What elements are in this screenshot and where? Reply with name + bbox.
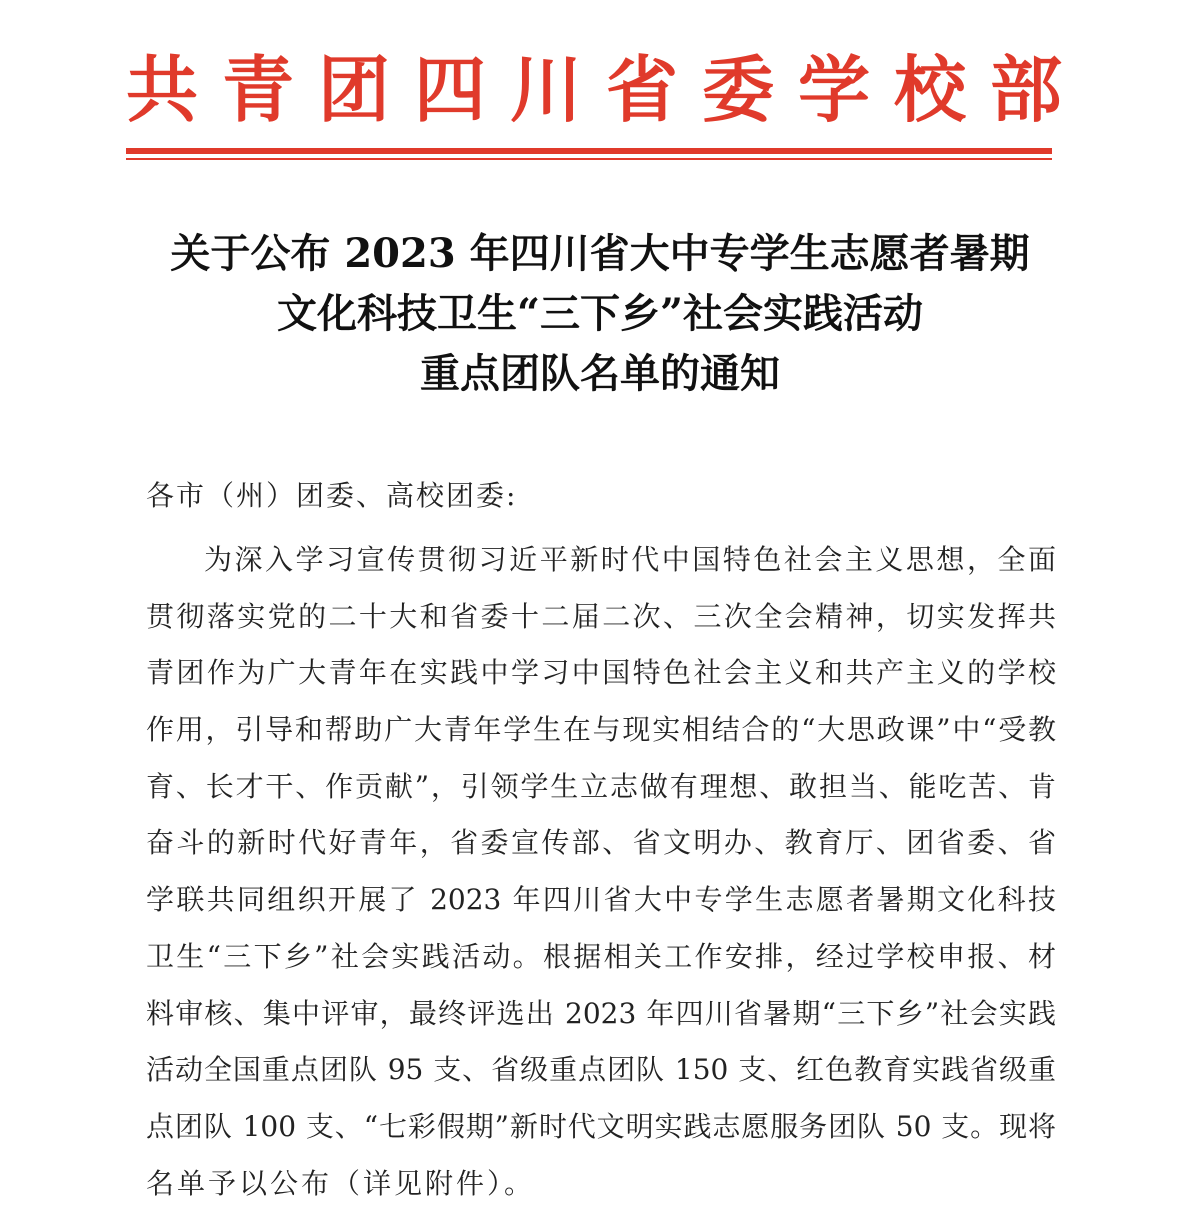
salutation: 各市（州）团委、高校团委:: [146, 479, 518, 512]
body-line: 贯彻落实党的二十大和省委十二届二次、三次全会精神，切实发挥共: [146, 599, 1056, 633]
body-line: 青团作为广大青年在实践中学习中国特色社会主义和共产主义的学校: [146, 656, 1056, 690]
letterhead-divider-thick: [126, 148, 1052, 154]
body-line: 为深入学习宣传贯彻习近平新时代中国特色社会主义思想，全面: [204, 543, 1056, 576]
body-paragraph: [146, 532, 1056, 1212]
body-line: 名单予以公布（详见附件）。: [146, 1166, 536, 1200]
body-line: 育、长才干、作贡献”，引领学生立志做有理想、敢担当、能吃苦、肯: [146, 769, 1056, 803]
body-line: 活动全国重点团队 95 支、省级重点团队 150 支、红色教育实践省级重: [146, 1053, 1056, 1087]
body-line: 奋斗的新时代好青年，省委宣传部、省文明办、教育厅、团省委、省: [146, 826, 1056, 860]
body-line: 点团队 100 支、“七彩假期”新时代文明实践志愿服务团队 50 支。现将: [146, 1109, 1056, 1143]
title-line: 重点团队名单的通知: [420, 350, 780, 397]
body-line: 作用，引导和帮助广大青年学生在与现实相结合的“大思政课”中“受教: [146, 713, 1056, 747]
title-line: 文化科技卫生“三下乡”社会实践活动: [276, 290, 923, 337]
body-line: 学联共同组织开展了 2023 年四川省大中专学生志愿者暑期文化科技: [146, 883, 1056, 917]
title-line: 关于公布 2023 年四川省大中专学生志愿者暑期: [170, 230, 1030, 277]
document-title: [100, 224, 1100, 404]
letterhead-title: 共青团四川省委学校部: [125, 48, 1086, 132]
letterhead-divider-thin: [126, 158, 1052, 160]
body-line: 料审核、集中评审，最终评选出 2023 年四川省暑期“三下乡”社会实践: [146, 996, 1056, 1030]
body-line: 卫生“三下乡”社会实践活动。根据相关工作安排，经过学校申报、材: [146, 939, 1056, 973]
